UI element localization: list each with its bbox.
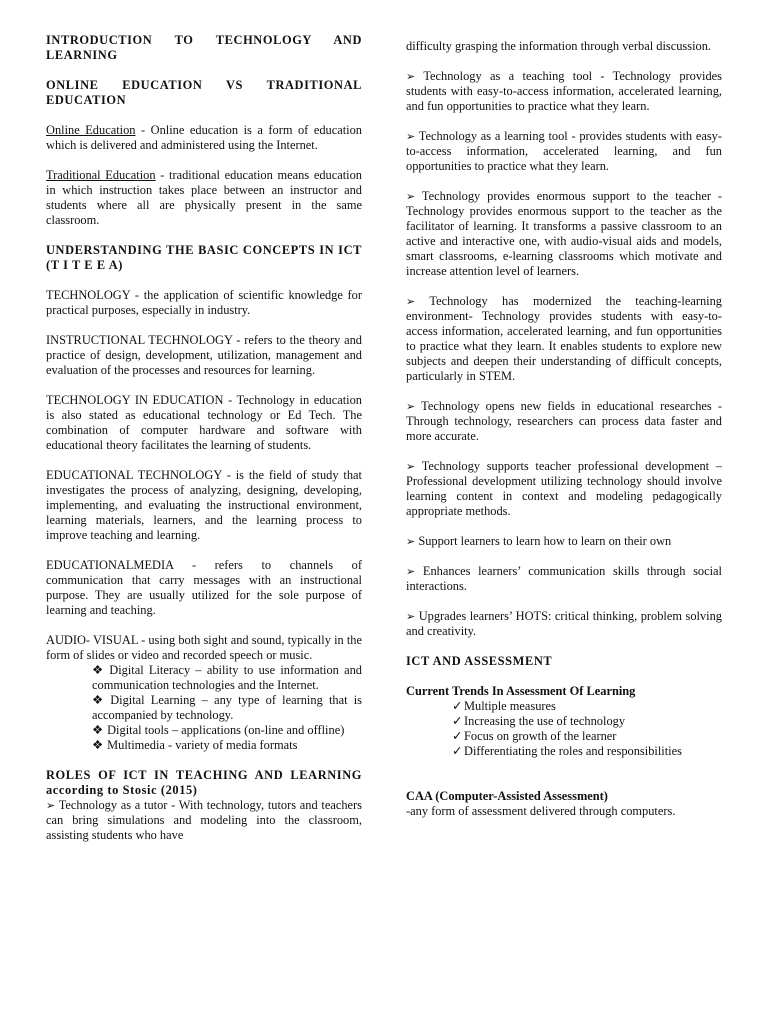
concept-educational-media (46, 558, 362, 618)
left-column (46, 33, 362, 843)
checkmark-icon: ✓ (452, 729, 463, 743)
concept-educational-technology (46, 468, 362, 543)
role-text: Support learners to learn how to learn on their own (418, 534, 672, 548)
role-text: Technology provides enormous support to the teacher - Technology provides enormous support to the teacher as the facilitator of learning. It transforms a passive classroom to an active and interactive one, with audio-visual aids and models, smart classrooms, e-learning classrooms which motivate and increase attention level of learners. (406, 189, 723, 278)
trend-text: Differentiating the roles and responsibilities (464, 744, 682, 758)
diamond-bullet-icon: ❖ (92, 663, 104, 677)
role-text: Technology opens new fields in educational researches - Through technology, researchers can process data faster and more accurate. (406, 399, 722, 443)
list-item (92, 738, 362, 753)
role-text: Technology as a teaching tool - Technology provides students with easy-to-access information, accelerated learning, and fun opportunities to practice what they learn. (406, 69, 722, 113)
checkmark-icon: ✓ (452, 714, 463, 728)
trend-text: Increasing the use of technology (464, 714, 626, 728)
trends-checklist (406, 699, 722, 759)
list-item (452, 729, 722, 744)
bullet-text: Digital Literacy – ability to use information and communication technologies and the Internet. (92, 663, 362, 692)
role-paragraph (406, 459, 722, 519)
arrow-bullet-icon: ➢ (406, 535, 416, 548)
caa-definition: -any form of assessment delivered through computers. (406, 804, 676, 818)
role-paragraph (406, 564, 722, 594)
role-paragraph (406, 69, 722, 114)
arrow-bullet-icon: ➢ (406, 565, 416, 578)
concept-initial: E (46, 468, 54, 482)
subheading-caa: CAA (Computer-Assisted Assessment) (406, 789, 608, 803)
list-item (92, 663, 362, 693)
checkmark-icon: ✓ (452, 744, 463, 758)
diamond-bullet-icon: ❖ (92, 693, 104, 707)
role-text: Technology as a learning tool - provides students with easy-to-access information, accelerated learning, and fun opportunities to practice what they learn. (406, 129, 723, 173)
concept-technology (46, 288, 362, 318)
arrow-bullet-icon: ➢ (406, 190, 416, 203)
section-heading-basic-concepts: UNDERSTANDING THE BASIC CONCEPTS IN ICT (T I T E E A) (46, 243, 362, 272)
checkmark-icon: ✓ (452, 699, 463, 713)
concept-audio-visual (46, 633, 362, 663)
section-heading-roles-of-ict: ROLES OF ICT IN TEACHING AND LEARNING according to Stosic (2015) (46, 768, 362, 797)
role-paragraph (46, 798, 362, 843)
concept-text: DUCATIONALMEDIA - refers to channels of communication that carry messages with an instructional purpose. They are usually utilized for the sole purpose of learning and teaching. (46, 558, 362, 617)
role-paragraph (406, 534, 722, 549)
traditional-education-term: Traditional Education (46, 168, 156, 182)
arrow-bullet-icon: ➢ (406, 400, 416, 413)
bullet-text: Multimedia - variety of media formats (107, 738, 298, 752)
concept-text: ECHNOLOGY - the application of scientific knowledge for practical purposes, especially in industry. (46, 288, 362, 317)
document-title: INTRODUCTION TO TECHNOLOGY AND LEARNING (46, 33, 362, 62)
online-education-paragraph (46, 123, 362, 153)
concept-text: NSTRUCTIONAL TECHNOLOGY - refers to the theory and practice of design, development, utilization, management and evaluation of the processes and resources for learning. (46, 333, 362, 377)
section-heading-online-vs-traditional: ONLINE EDUCATION VS TRADITIONAL EDUCATION (46, 78, 362, 107)
list-item (452, 699, 722, 714)
trend-text: Multiple measures (464, 699, 556, 713)
role-paragraph (406, 129, 722, 174)
arrow-bullet-icon: ➢ (406, 460, 416, 473)
traditional-education-definition: - traditional education means education in which instruction takes place between an instructor and students where all are physically present in the same classroom. (46, 168, 362, 227)
role-paragraph (406, 189, 722, 279)
arrow-bullet-icon: ➢ (406, 70, 416, 83)
role-paragraph (406, 399, 722, 444)
concept-technology-in-education (46, 393, 362, 453)
online-education-term: Online Education (46, 123, 136, 137)
role-text: Technology has modernized the teaching-learning environment- Technology provides students with easy-to-access information, accelerated learning, and fun opportunities to practice what they learn. It enables students to explore new subjects and deepen their understanding of difficult concepts, particularly in STEM. (406, 294, 723, 383)
section-heading-ict-assessment: ICT AND ASSESSMENT (406, 654, 553, 668)
bullet-text: Digital Learning – any type of learning that is accompanied by technology. (92, 693, 362, 722)
arrow-bullet-icon: ➢ (406, 130, 416, 143)
online-education-definition: - Online education is a form of education which is delivered and administered using the Internet. (46, 123, 362, 152)
role-text: Technology supports teacher professional development – Professional development utilizing technology should involve learning content in context and modeling pedagogically appropriate methods. (406, 459, 723, 518)
concept-text: DUCATIONAL TECHNOLOGY - is the field of study that investigates the process of analyzing, designing, developing, implementing, and evaluating the instructional environment, learning materials, learners, and the learning process to improve teaching and learning. (46, 468, 362, 542)
traditional-education-paragraph (46, 168, 362, 228)
concept-initial: I (46, 333, 51, 347)
diamond-bullet-icon: ❖ (92, 738, 104, 752)
role-text: Upgrades learners’ HOTS: critical thinking, problem solving and creativity. (406, 609, 722, 638)
role-paragraph-continued: difficulty grasping the information through verbal discussion. (406, 39, 712, 53)
concept-initial: T (46, 288, 54, 302)
audio-visual-bullet-list (46, 663, 362, 753)
concept-initial: T (46, 393, 54, 407)
subheading-current-trends: Current Trends In Assessment Of Learning (406, 684, 636, 698)
role-paragraph (406, 609, 722, 639)
trend-text: Focus on growth of the learner (464, 729, 617, 743)
list-item (452, 714, 722, 729)
arrow-bullet-icon: ➢ (46, 799, 56, 812)
concept-initial: A (46, 633, 55, 647)
bullet-text: Digital tools – applications (on-line and offline) (107, 723, 345, 737)
role-paragraph (406, 294, 722, 384)
list-item (92, 693, 362, 723)
list-item (92, 723, 362, 738)
concept-initial: E (46, 558, 54, 572)
concept-instructional-technology (46, 333, 362, 378)
concept-text: ECHNOLOGY IN EDUCATION - Technology in education is also stated as educational technology or Ed Tech. The combination of computer hardware and software with educational theory facilitates the learning of students. (46, 393, 362, 452)
concept-text: UDIO- VISUAL - using both sight and sound, typically in the form of slides or video and recorded speech or music. (46, 633, 362, 662)
right-column (406, 39, 722, 819)
diamond-bullet-icon: ❖ (92, 723, 104, 737)
role-text: Enhances learners’ communication skills through social interactions. (406, 564, 722, 593)
arrow-bullet-icon: ➢ (406, 610, 416, 623)
list-item (452, 744, 722, 759)
role-text: Technology as a tutor - With technology, tutors and teachers can bring simulations and modeling into the classroom, assisting students who have (46, 798, 362, 842)
arrow-bullet-icon: ➢ (406, 295, 416, 308)
